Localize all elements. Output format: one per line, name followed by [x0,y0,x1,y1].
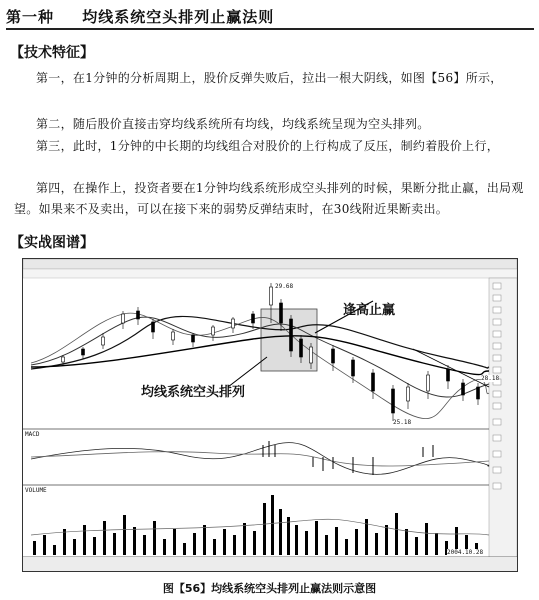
price-right-label: 28.18 [481,375,500,382]
paragraph-1: 第一，在1分钟的分析周期上，股价反弹失败后，拉出一根大阴线，如图【56】所示， [36,71,503,85]
date-label: 2004.10.28 [447,549,484,556]
chart-graphic [23,259,517,571]
figure-caption: 图【56】均线系统空头排列止赢法则示意图 [162,582,377,595]
macd-label: MACD [25,431,40,438]
volume-label: VOLUME [25,487,47,494]
paragraph-3: 第三，此时，1分钟的中长期的均线组合对股价的上行构成了反压，制约着股价上行， [36,139,500,153]
method-title: 均线系统空头排列止赢法则 [82,8,275,26]
annotation-bearish-ma: 均线系统空头排列 [141,385,246,400]
practice-heading: 【实战图谱】 [10,235,94,251]
annotation-take-profit: 逢高止赢 [343,303,396,318]
page-title [6,6,274,27]
paragraph-4: 第四，在操作上，投资者要在1分钟均线系统形成空头排列的时候，果断分批止赢，出局观望。如果来不及卖出，可以在接下来的弱势反弹结束时，在30线附近果断卖出。 [14,181,524,216]
features-heading: 【技术特征】 [10,45,94,61]
method-number: 第一种 [6,8,55,26]
price-low-label: 25.18 [393,419,412,426]
stock-chart [22,258,518,572]
title-rule [6,28,534,30]
price-high-label: 29.68 [275,283,294,290]
paragraph-2: 第二，随后股价直接击穿均线系统所有均线，均线系统呈现为空头排列。 [36,117,430,131]
